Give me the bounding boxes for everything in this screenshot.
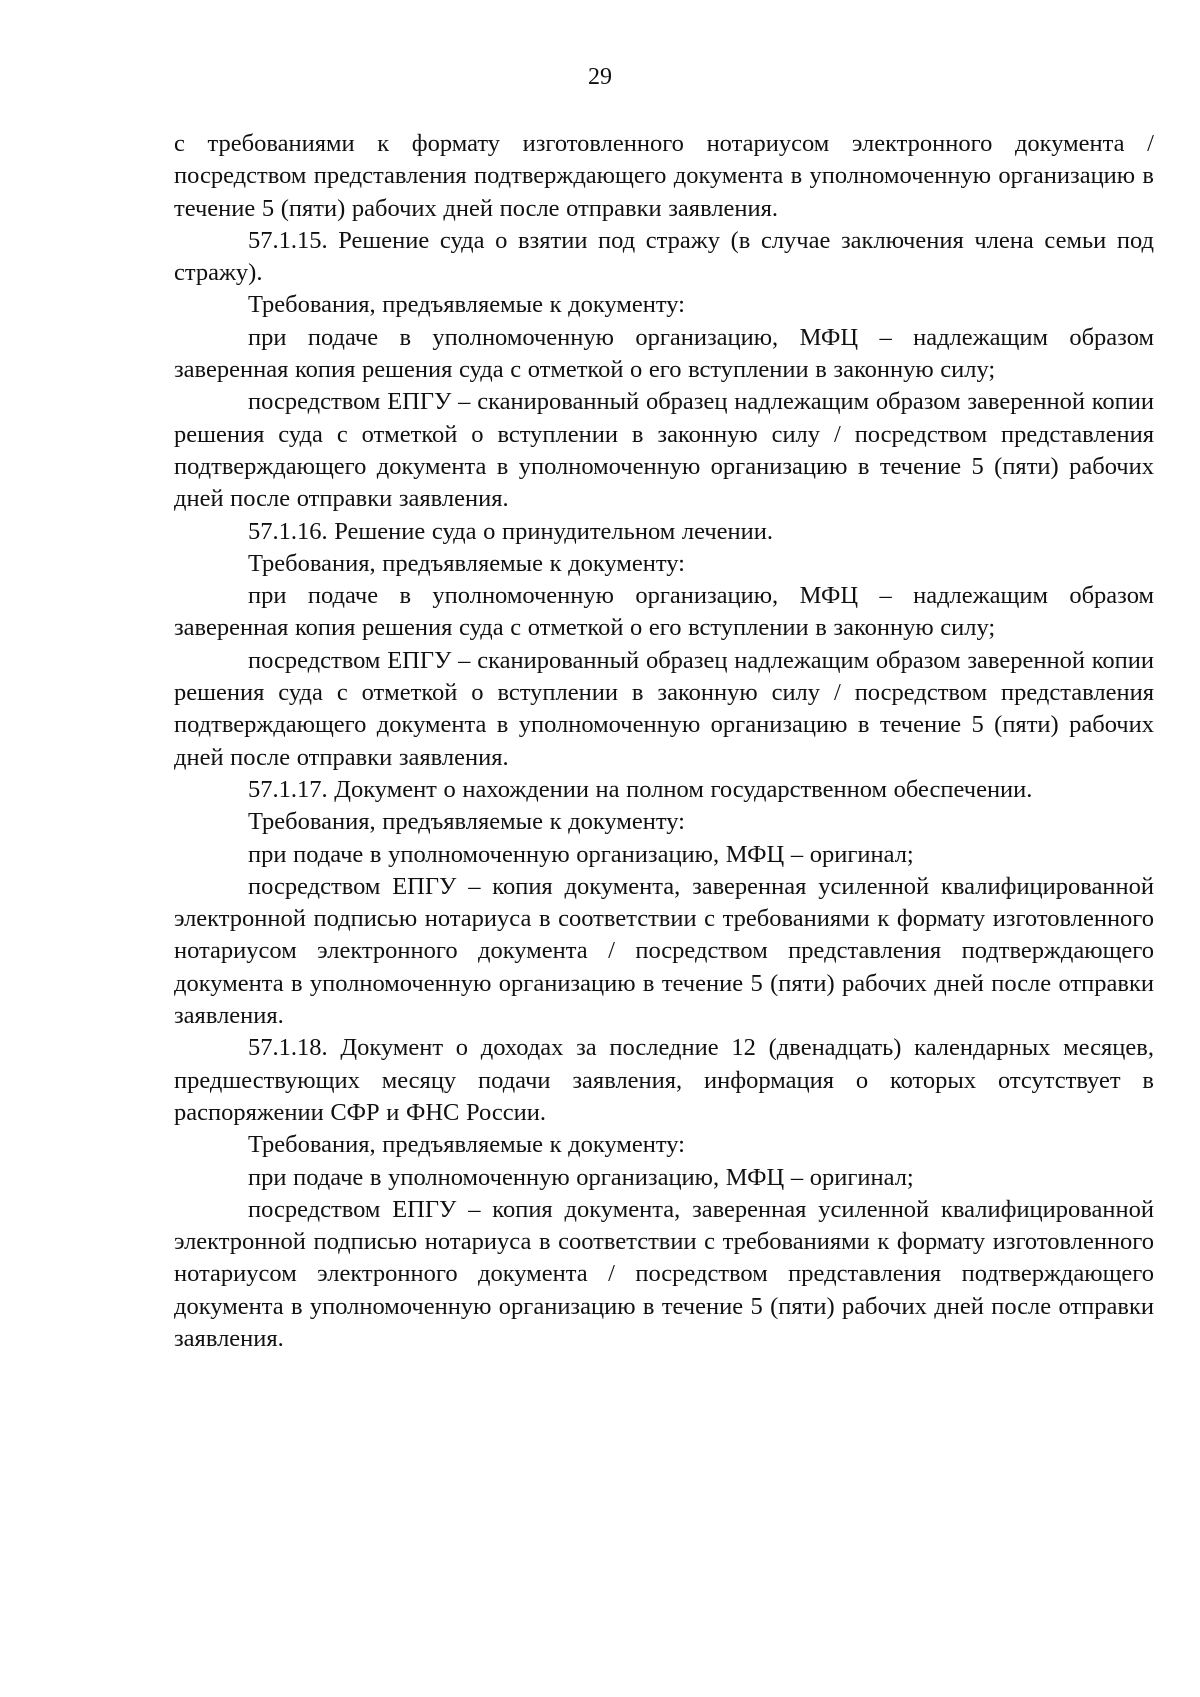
document-body — [174, 128, 1154, 1355]
paragraph-requirement-epgu: посредством ЕПГУ – копия документа, заверенная усиленной квалифицированной электронной подписью нотариуса в соответствии с требованиями к формату изготовленного нотариусом электронного документа / посредством представления подтверждающего документа в уполномоченную организацию в течение 5 (пяти) рабочих дней после отправки заявления. — [174, 872, 1154, 1030]
paragraph-requirement-epgu: посредством ЕПГУ – сканированный образец надлежащим образом заверенной копии решения суда с отметкой о вступлении в законную силу / посредством представления подтверждающего документа в уполномоченную организацию в течение 5 (пяти) рабочих дней после отправки заявления. — [174, 388, 1154, 513]
paragraph-requirement-epgu: посредством ЕПГУ – сканированный образец надлежащим образом заверенной копии решения суда с отметкой о вступлении в законную силу / посредством представления подтверждающего документа в уполномоченную организацию в течение 5 (пяти) рабочих дней после отправки заявления. — [174, 646, 1154, 771]
paragraph-item-57-1-18: 57.1.18. Документ о доходах за последние 12 (двенадцать) календарных месяцев, предшествующих месяцу подачи заявления, информация о которых отсутствует в распоряжении СФР и ФНС России. — [174, 1034, 1154, 1126]
paragraph-requirement-in-person: при подаче в уполномоченную организацию, МФЦ – оригинал; — [248, 840, 914, 868]
paragraph-requirement-in-person: при подаче в уполномоченную организацию, МФЦ – надлежащим образом заверенная копия решения суда с отметкой о его вступлении в законную силу; — [174, 323, 1154, 384]
paragraph-item-57-1-16: 57.1.16. Решение суда о принудительном лечении. — [248, 517, 774, 545]
page-number: 29 — [588, 64, 612, 90]
paragraph-requirement-in-person: при подаче в уполномоченную организацию, МФЦ – надлежащим образом заверенная копия решения суда с отметкой о его вступлении в законную силу; — [174, 582, 1154, 642]
paragraph-item-57-1-15: 57.1.15. Решение суда о взятии под стражу (в случае заключения члена семьи под стражу). — [174, 226, 1154, 287]
paragraph-requirements-heading: Требования, предъявляемые к документу: — [248, 808, 685, 836]
paragraph-requirement-in-person: при подаче в уполномоченную организацию, МФЦ – оригинал; — [248, 1163, 914, 1191]
paragraph-item-57-1-17: 57.1.17. Документ о нахождении на полном государственном обеспечении. — [248, 775, 1033, 803]
paragraph-requirement-epgu: посредством ЕПГУ – копия документа, заверенная усиленной квалифицированной электронной подписью нотариуса в соответствии с требованиями к формату изготовленного нотариусом электронного документа / посредством представления подтверждающего документа в уполномоченную организацию в течение 5 (пяти) рабочих дней после отправки заявления. — [174, 1195, 1154, 1352]
paragraph-continuation: с требованиями к формату изготовленного нотариусом электронного документа / посредством представления подтверждающего документа в уполномоченную организацию в течение 5 (пяти) рабочих дней после отправки заявления. — [174, 130, 1154, 222]
paragraph-requirements-heading: Требования, предъявляемые к документу: — [248, 291, 685, 319]
paragraph-requirements-heading: Требования, предъявляемые к документу: — [248, 1131, 685, 1159]
paragraph-requirements-heading: Требования, предъявляемые к документу: — [248, 549, 685, 577]
